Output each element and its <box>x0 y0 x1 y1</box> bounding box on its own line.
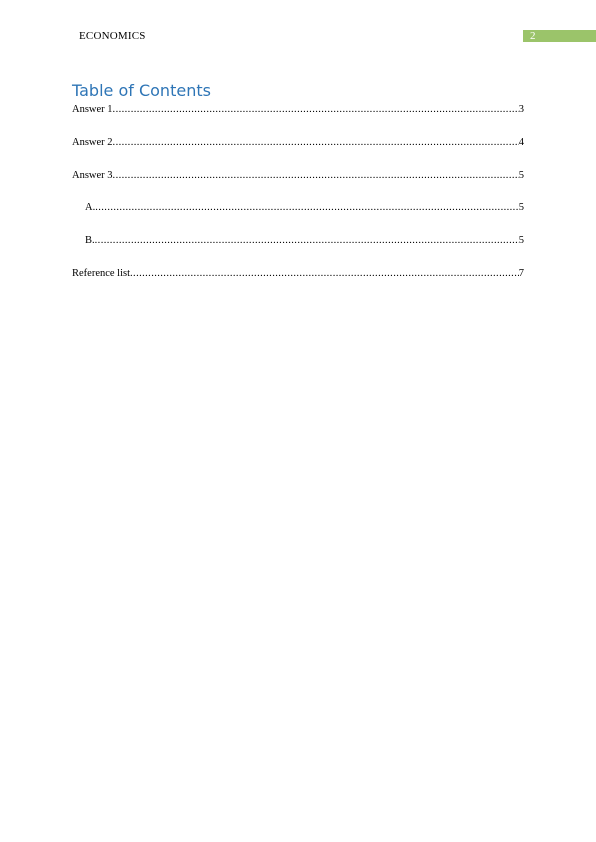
toc-list <box>72 103 524 300</box>
toc-entry-label: Reference list <box>72 267 131 279</box>
toc-dot-leader <box>113 103 519 117</box>
toc-entry-label: A. <box>85 202 96 214</box>
toc-entry-answer-3[interactable] <box>72 169 524 183</box>
toc-entry-label: B. <box>85 235 95 247</box>
toc-entry-answer-1[interactable] <box>72 103 524 117</box>
toc-entry-label: Answer 3 <box>72 169 113 181</box>
toc-dot-leader <box>113 169 519 183</box>
toc-entry-page: 5 <box>518 235 524 247</box>
toc-entry-page: 4 <box>518 136 524 148</box>
page-number-box <box>523 30 596 42</box>
page-number: 2 <box>530 30 536 42</box>
toc-entry-label: Answer 1 <box>72 104 113 115</box>
toc-heading: Table of Contents <box>72 81 211 100</box>
toc-entry-reference-list[interactable] <box>72 267 524 281</box>
toc-dot-leader <box>130 267 519 281</box>
toc-dot-leader <box>95 201 519 215</box>
toc-entry-page: 5 <box>518 169 524 181</box>
toc-dot-leader <box>95 234 519 248</box>
toc-entry-page: 7 <box>518 267 524 279</box>
toc-entry-a[interactable] <box>72 201 524 215</box>
toc-entry-page: 3 <box>518 104 524 115</box>
toc-entry-label: Answer 2 <box>72 136 113 148</box>
header-title: ECONOMICS <box>79 30 146 42</box>
toc-entry-page: 5 <box>518 202 524 214</box>
toc-entry-b[interactable] <box>72 234 524 248</box>
toc-entry-answer-2[interactable] <box>72 136 524 150</box>
toc-dot-leader <box>113 136 519 150</box>
